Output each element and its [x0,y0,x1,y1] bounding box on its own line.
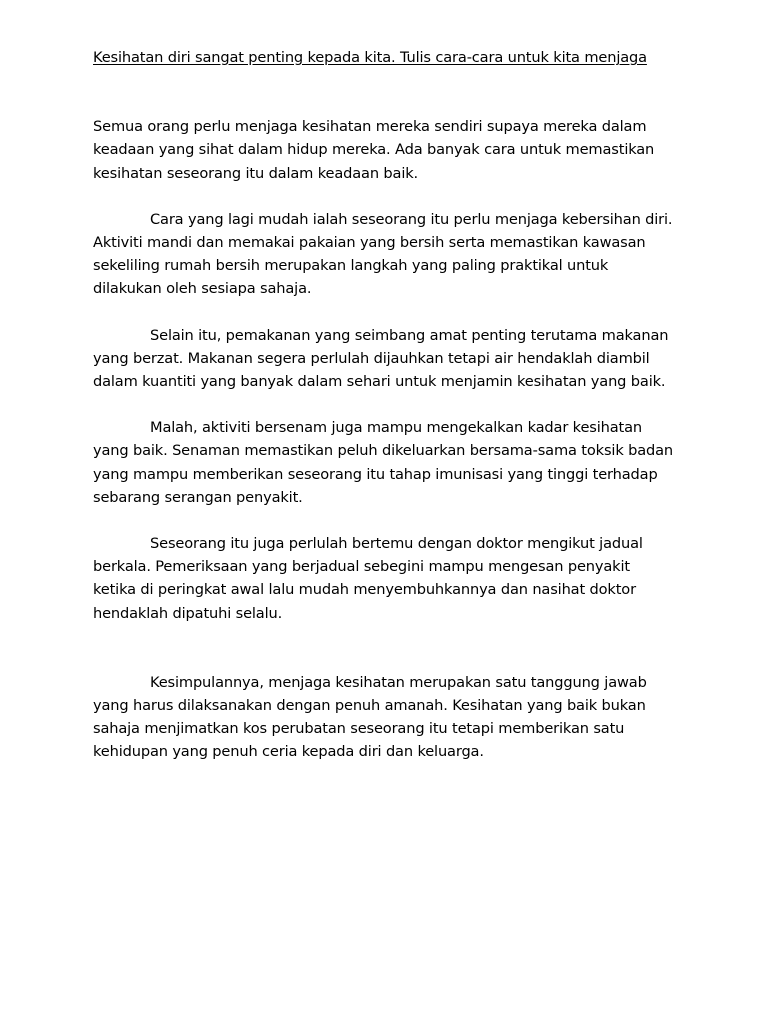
paragraph-exercise: Malah, aktiviti bersenam juga mampu mengekalkan kadar kesihatan yang baik. Senaman memastikan peluh dikeluarkan bersama-sama toksik badan yang mampu memberikan seseorang itu tahap imunisasi yang tinggi terhadap sebarang serangan penyakit. [93,419,674,506]
paragraph-cleanliness: Cara yang lagi mudah ialah seseorang itu perlu menjaga kebersihan diri. Aktiviti mandi dan memakai pakaian yang bersih serta memastikan kawasan sekeliling rumah bersih merupakan langkah yang paling praktikal untuk dilakukan oleh sesiapa sahaja. [93,210,673,298]
paragraph-introduction: Semua orang perlu menjaga kesihatan mereka sendiri supaya mereka dalam keadaan yang sihat dalam hidup mereka. Ada banyak cara untuk memastikan kesihatan seseorang itu dalam keadaan baik. [93,118,655,182]
paragraph-nutrition: Selain itu, pemakanan yang seimbang amat penting terutama makanan yang berzat. Makanan segera perlulah dijauhkan tetapi air hendaklah diambil dalam kuantiti yang banyak dalam sehari untuk menjamin kesihatan yang baik. [93,326,669,391]
paragraph-conclusion: Kesimpulannya, menjaga kesihatan merupakan satu tanggung jawab yang harus dilaksanakan dengan penuh amanah. Kesihatan yang baik bukan sahaja menjimatkan kos perubatan seseorang itu tetapi memberikan satu kehidupan yang penuh ceria kepada diri dan keluarga. [93,673,647,761]
essay-title: Kesihatan diri sangat penting kepada kita. Tulis cara-cara untuk kita menjaga [93,49,647,66]
paragraph-doctor-visits: Seseorang itu juga perlulah bertemu dengan doktor mengikut jadual berkala. Pemeriksaan yang berjadual sebegini mampu mengesan penyakit ketika di peringkat awal lalu mudah menyembuhkannya dan nasihat doktor hendaklah dipatuhi selalu. [93,535,643,622]
essay [93,46,675,764]
